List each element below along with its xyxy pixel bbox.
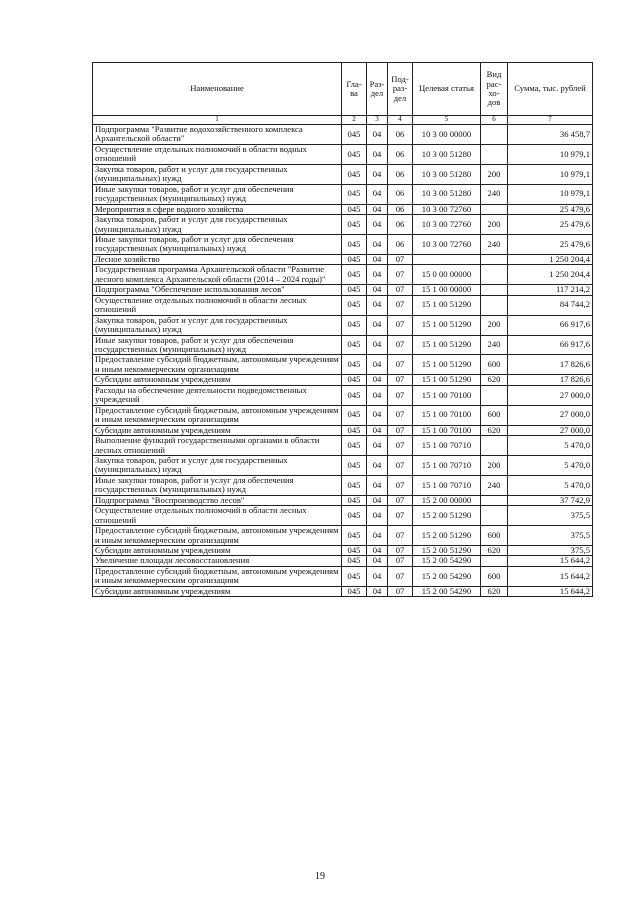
header-vid: Вид рас-хо-дов <box>481 63 508 116</box>
row-vid: 240 <box>481 335 508 355</box>
row-name: Предоставление субсидий бюджетным, автономным учреждениям и иным некоммерческим организациям <box>93 405 342 425</box>
row-glava: 045 <box>342 234 367 254</box>
row-podrazdel: 07 <box>388 506 413 526</box>
row-razdel: 04 <box>367 234 388 254</box>
row-podrazdel: 07 <box>388 425 413 435</box>
table-row <box>93 556 593 566</box>
row-podrazdel: 07 <box>388 285 413 295</box>
table-row <box>93 215 593 235</box>
row-razdel: 04 <box>367 566 388 586</box>
header-article: Целевая статья <box>413 63 481 116</box>
row-article: 15 1 00 70100 <box>413 385 481 405</box>
row-sum: 375,5 <box>508 506 593 526</box>
row-vid: 600 <box>481 355 508 375</box>
row-name: Осуществление отдельных полномочий в области водных отношений <box>93 144 342 164</box>
row-sum: 10 979,1 <box>508 144 593 164</box>
row-vid <box>481 506 508 526</box>
row-razdel: 04 <box>367 295 388 315</box>
row-sum: 17 826,6 <box>508 375 593 385</box>
row-article: 15 1 00 51290 <box>413 335 481 355</box>
row-article <box>413 254 481 264</box>
column-number-row <box>93 116 593 125</box>
row-vid <box>481 285 508 295</box>
row-name: Увеличение площади лесовосстановления <box>93 556 342 566</box>
row-name: Осуществление отдельных полномочий в области лесных отношений <box>93 295 342 315</box>
row-razdel: 04 <box>367 254 388 264</box>
row-podrazdel: 07 <box>388 254 413 264</box>
row-name: Осуществление отдельных полномочий в области лесных отношений <box>93 506 342 526</box>
table-row <box>93 506 593 526</box>
row-sum: 84 744,2 <box>508 295 593 315</box>
row-name: Выполнение функций государственными органами в области лесных отношений <box>93 436 342 456</box>
row-article: 15 1 00 51290 <box>413 355 481 375</box>
column-number: 4 <box>388 116 413 125</box>
row-vid: 620 <box>481 546 508 556</box>
row-sum: 10 979,1 <box>508 164 593 184</box>
column-number: 2 <box>342 116 367 125</box>
row-vid: 200 <box>481 315 508 335</box>
table-row <box>93 475 593 495</box>
row-podrazdel: 07 <box>388 385 413 405</box>
row-glava: 045 <box>342 184 367 204</box>
row-name: Иные закупки товаров, работ и услуг для обеспечения государственных (муниципальных) нужд <box>93 184 342 204</box>
row-name: Закупка товаров, работ и услуг для государственных (муниципальных) нужд <box>93 215 342 235</box>
row-article: 15 1 00 70100 <box>413 405 481 425</box>
row-sum: 375,5 <box>508 546 593 556</box>
row-vid: 600 <box>481 566 508 586</box>
row-sum: 27 000,0 <box>508 405 593 425</box>
row-sum: 25 479,6 <box>508 204 593 214</box>
row-razdel: 04 <box>367 164 388 184</box>
row-razdel: 04 <box>367 335 388 355</box>
row-vid: 200 <box>481 455 508 475</box>
row-razdel: 04 <box>367 556 388 566</box>
row-glava: 045 <box>342 436 367 456</box>
row-article: 15 2 00 54290 <box>413 556 481 566</box>
row-podrazdel: 06 <box>388 215 413 235</box>
budget-table <box>92 62 593 597</box>
row-sum: 17 826,6 <box>508 355 593 375</box>
row-vid: 620 <box>481 586 508 596</box>
row-razdel: 04 <box>367 375 388 385</box>
row-razdel: 04 <box>367 475 388 495</box>
row-razdel: 04 <box>367 546 388 556</box>
row-sum: 25 479,6 <box>508 234 593 254</box>
page-number: 19 <box>315 871 325 882</box>
row-razdel: 04 <box>367 455 388 475</box>
row-podrazdel: 07 <box>388 355 413 375</box>
table-row <box>93 265 593 285</box>
column-number: 7 <box>508 116 593 125</box>
table-row <box>93 144 593 164</box>
row-podrazdel: 07 <box>388 436 413 456</box>
row-glava: 045 <box>342 475 367 495</box>
row-sum: 375,5 <box>508 526 593 546</box>
row-sum: 37 742,9 <box>508 495 593 505</box>
row-article: 15 1 00 51290 <box>413 375 481 385</box>
row-podrazdel: 06 <box>388 125 413 145</box>
row-sum: 5 470,0 <box>508 475 593 495</box>
table-row <box>93 455 593 475</box>
row-glava: 045 <box>342 425 367 435</box>
row-article: 15 1 00 70710 <box>413 455 481 475</box>
row-name: Субсидии автономным учреждениям <box>93 375 342 385</box>
table-row <box>93 184 593 204</box>
row-name: Подпрограмма "Воспроизводство лесов" <box>93 495 342 505</box>
row-glava: 045 <box>342 265 367 285</box>
column-number: 6 <box>481 116 508 125</box>
row-vid: 200 <box>481 215 508 235</box>
row-sum: 1 250 204,4 <box>508 265 593 285</box>
row-razdel: 04 <box>367 184 388 204</box>
row-name: Закупка товаров, работ и услуг для государственных (муниципальных) нужд <box>93 164 342 184</box>
row-sum: 117 214,2 <box>508 285 593 295</box>
row-razdel: 04 <box>367 215 388 235</box>
row-podrazdel: 07 <box>388 526 413 546</box>
row-vid <box>481 204 508 214</box>
table-row <box>93 405 593 425</box>
table-row <box>93 546 593 556</box>
row-name: Субсидии автономным учреждениям <box>93 425 342 435</box>
row-article: 15 1 00 51290 <box>413 295 481 315</box>
row-article: 15 1 00 70710 <box>413 436 481 456</box>
row-name: Расходы на обеспечение деятельности подведомственных учреждений <box>93 385 342 405</box>
row-sum: 15 644,2 <box>508 556 593 566</box>
row-name: Подпрограмма "Развитие водохозяйственного комплекса Архангельской области" <box>93 125 342 145</box>
row-glava: 045 <box>342 204 367 214</box>
row-article: 15 2 00 00000 <box>413 495 481 505</box>
row-vid <box>481 265 508 285</box>
row-name: Субсидии автономным учреждениям <box>93 546 342 556</box>
row-podrazdel: 06 <box>388 204 413 214</box>
row-sum: 1 250 204,4 <box>508 254 593 264</box>
table-row <box>93 254 593 264</box>
row-article: 10 3 00 51280 <box>413 144 481 164</box>
row-article: 15 2 00 51290 <box>413 506 481 526</box>
row-razdel: 04 <box>367 436 388 456</box>
header-row <box>93 63 593 116</box>
row-glava: 045 <box>342 125 367 145</box>
row-vid <box>481 436 508 456</box>
table-row <box>93 285 593 295</box>
header-podrazdel: Под-раз-дел <box>388 63 413 116</box>
row-razdel: 04 <box>367 385 388 405</box>
row-razdel: 04 <box>367 265 388 285</box>
row-name: Государственная программа Архангельской области "Развитие лесного комплекса Архангельской области (2014 – 2024 годы)" <box>93 265 342 285</box>
row-vid <box>481 385 508 405</box>
row-glava: 045 <box>342 546 367 556</box>
row-razdel: 04 <box>367 526 388 546</box>
row-name: Закупка товаров, работ и услуг для государственных (муниципальных) нужд <box>93 455 342 475</box>
row-article: 15 2 00 54290 <box>413 566 481 586</box>
row-name: Иные закупки товаров, работ и услуг для обеспечения государственных (муниципальных) нужд <box>93 475 342 495</box>
row-name: Предоставление субсидий бюджетным, автономным учреждениям и иным некоммерческим организациям <box>93 355 342 375</box>
row-article: 10 3 00 00000 <box>413 125 481 145</box>
row-sum: 27 000,0 <box>508 385 593 405</box>
table-row <box>93 295 593 315</box>
row-name: Мероприятия в сфере водного хозяйства <box>93 204 342 214</box>
row-name: Иные закупки товаров, работ и услуг для обеспечения государственных (муниципальных) нужд <box>93 335 342 355</box>
row-glava: 045 <box>342 495 367 505</box>
row-podrazdel: 07 <box>388 315 413 335</box>
table-row <box>93 355 593 375</box>
row-razdel: 04 <box>367 144 388 164</box>
row-vid <box>481 125 508 145</box>
row-podrazdel: 07 <box>388 566 413 586</box>
column-number: 3 <box>367 116 388 125</box>
row-glava: 045 <box>342 254 367 264</box>
row-razdel: 04 <box>367 506 388 526</box>
row-vid <box>481 556 508 566</box>
row-podrazdel: 07 <box>388 586 413 596</box>
table-row <box>93 566 593 586</box>
row-sum: 10 979,1 <box>508 184 593 204</box>
row-glava: 045 <box>342 566 367 586</box>
row-glava: 045 <box>342 285 367 295</box>
row-article: 15 2 00 51290 <box>413 546 481 556</box>
row-podrazdel: 07 <box>388 495 413 505</box>
header-glava: Гла-ва <box>342 63 367 116</box>
row-article: 15 0 00 00000 <box>413 265 481 285</box>
row-glava: 045 <box>342 385 367 405</box>
row-razdel: 04 <box>367 495 388 505</box>
row-vid: 620 <box>481 425 508 435</box>
table-row <box>93 526 593 546</box>
row-vid: 240 <box>481 475 508 495</box>
row-sum: 25 479,6 <box>508 215 593 235</box>
table-row <box>93 125 593 145</box>
row-name: Иные закупки товаров, работ и услуг для обеспечения государственных (муниципальных) нужд <box>93 234 342 254</box>
row-razdel: 04 <box>367 405 388 425</box>
table-row <box>93 425 593 435</box>
table-row <box>93 586 593 596</box>
row-podrazdel: 06 <box>388 184 413 204</box>
table-row <box>93 495 593 505</box>
row-sum: 15 644,2 <box>508 566 593 586</box>
row-name: Предоставление субсидий бюджетным, автономным учреждениям и иным некоммерческим организациям <box>93 526 342 546</box>
row-glava: 045 <box>342 315 367 335</box>
row-razdel: 04 <box>367 125 388 145</box>
row-glava: 045 <box>342 335 367 355</box>
row-razdel: 04 <box>367 355 388 375</box>
row-razdel: 04 <box>367 285 388 295</box>
row-vid: 240 <box>481 234 508 254</box>
row-vid <box>481 295 508 315</box>
column-number: 1 <box>93 116 342 125</box>
row-name: Подпрограмма "Обеспечение использования лесов" <box>93 285 342 295</box>
row-glava: 045 <box>342 506 367 526</box>
row-podrazdel: 07 <box>388 546 413 556</box>
column-number: 5 <box>413 116 481 125</box>
row-article: 15 1 00 00000 <box>413 285 481 295</box>
row-glava: 045 <box>342 526 367 546</box>
row-vid <box>481 495 508 505</box>
table-row <box>93 436 593 456</box>
header-razdel: Раз-дел <box>367 63 388 116</box>
row-sum: 15 644,2 <box>508 586 593 596</box>
row-glava: 045 <box>342 375 367 385</box>
row-podrazdel: 07 <box>388 265 413 285</box>
row-podrazdel: 06 <box>388 164 413 184</box>
row-article: 10 3 00 72760 <box>413 204 481 214</box>
table-row <box>93 385 593 405</box>
table-row <box>93 204 593 214</box>
row-glava: 045 <box>342 586 367 596</box>
row-article: 10 3 00 51280 <box>413 184 481 204</box>
row-glava: 045 <box>342 295 367 315</box>
row-article: 10 3 00 72760 <box>413 215 481 235</box>
row-name: Субсидии автономным учреждениям <box>93 586 342 596</box>
row-article: 15 2 00 51290 <box>413 526 481 546</box>
row-sum: 5 470,0 <box>508 436 593 456</box>
row-vid: 620 <box>481 375 508 385</box>
row-article: 15 1 00 70710 <box>413 475 481 495</box>
row-name: Лесное хозяйство <box>93 254 342 264</box>
row-vid: 600 <box>481 526 508 546</box>
table-row <box>93 234 593 254</box>
row-glava: 045 <box>342 144 367 164</box>
row-podrazdel: 06 <box>388 234 413 254</box>
row-sum: 5 470,0 <box>508 455 593 475</box>
row-sum: 27 000,0 <box>508 425 593 435</box>
table-row <box>93 315 593 335</box>
row-podrazdel: 07 <box>388 295 413 315</box>
row-podrazdel: 07 <box>388 455 413 475</box>
row-razdel: 04 <box>367 315 388 335</box>
row-glava: 045 <box>342 405 367 425</box>
row-article: 10 3 00 72760 <box>413 234 481 254</box>
row-vid: 240 <box>481 184 508 204</box>
row-razdel: 04 <box>367 586 388 596</box>
row-vid <box>481 254 508 264</box>
header-sum: Сумма, тыс. рублей <box>508 63 593 116</box>
row-sum: 36 458,7 <box>508 125 593 145</box>
row-glava: 045 <box>342 215 367 235</box>
table-row <box>93 335 593 355</box>
table-row <box>93 375 593 385</box>
row-name: Закупка товаров, работ и услуг для государственных (муниципальных) нужд <box>93 315 342 335</box>
row-podrazdel: 07 <box>388 475 413 495</box>
row-razdel: 04 <box>367 204 388 214</box>
row-name: Предоставление субсидий бюджетным, автономным учреждениям и иным некоммерческим организациям <box>93 566 342 586</box>
row-podrazdel: 07 <box>388 335 413 355</box>
row-article: 15 2 00 54290 <box>413 586 481 596</box>
row-razdel: 04 <box>367 425 388 435</box>
row-glava: 045 <box>342 355 367 375</box>
table-row <box>93 164 593 184</box>
row-glava: 045 <box>342 455 367 475</box>
row-article: 15 1 00 51290 <box>413 315 481 335</box>
row-vid <box>481 144 508 164</box>
row-vid: 600 <box>481 405 508 425</box>
row-glava: 045 <box>342 164 367 184</box>
row-vid: 200 <box>481 164 508 184</box>
header-name: Наименование <box>93 63 342 116</box>
row-sum: 66 917,6 <box>508 335 593 355</box>
row-podrazdel: 06 <box>388 144 413 164</box>
row-article: 10 3 00 51280 <box>413 164 481 184</box>
row-podrazdel: 07 <box>388 556 413 566</box>
row-podrazdel: 07 <box>388 375 413 385</box>
row-podrazdel: 07 <box>388 405 413 425</box>
row-article: 15 1 00 70100 <box>413 425 481 435</box>
row-sum: 66 917,6 <box>508 315 593 335</box>
row-glava: 045 <box>342 556 367 566</box>
